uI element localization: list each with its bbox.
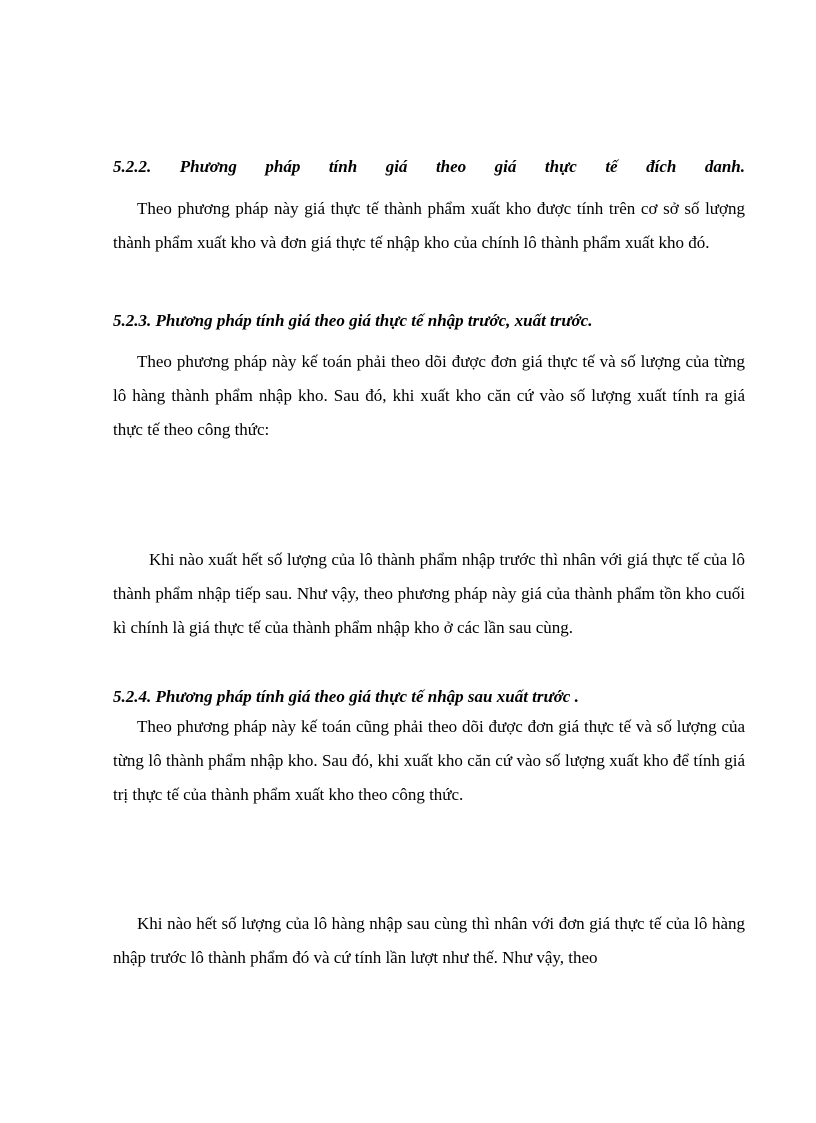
- paragraph: Theo phương pháp này kế toán cũng phải theo dõi được đơn giá thực tế và số lượng của từng lô thành phẩm nhập kho. Sau đó, khi xuất kho căn cứ vào số lượng xuất kho để tính giá trị thực tế của thành phẩm xuất kho theo công thức.: [113, 717, 745, 804]
- paragraph: Theo phương pháp này giá thực tế thành phẩm xuất kho được tính trên cơ sở số lượng thành phẩm xuất kho và đơn giá thực tế nhập kho của chính lô thành phẩm xuất kho đó.: [113, 199, 745, 252]
- section-heading-5-2-3: 5.2.3. Phương pháp tính giá theo giá thực tế nhập trước, xuất trước.: [113, 311, 593, 330]
- paragraph: Khi nào xuất hết số lượng của lô thành phẩm nhập trước thì nhân với giá thực tế của lô thành phẩm nhập tiếp sau. Như vậy, theo phương pháp này giá của thành phẩm tồn kho cuối kì chính là giá thực tế của thành phẩm nhập kho ở các lần sau cùng.: [113, 550, 745, 637]
- paragraph: Theo phương pháp này kế toán phải theo dõi được đơn giá thực tế và số lượng của từng lô hàng thành phẩm nhập kho. Sau đó, khi xuất kho căn cứ vào số lượng xuất tính ra giá thực tế theo công thức:: [113, 352, 745, 439]
- paragraph: Khi nào hết số lượng của lô hàng nhập sau cùng thì nhân với đơn giá thực tế của lô hàng nhập trước lô thành phẩm đó và cứ tính lần lượt như thế. Như vậy, theo: [113, 914, 745, 967]
- section-heading-5-2-2: 5.2.2. Phương pháp tính giá theo giá thực tế đích danh.: [113, 157, 745, 176]
- section-heading-5-2-4: 5.2.4. Phương pháp tính giá theo giá thực tế nhập sau xuất trước .: [113, 687, 579, 706]
